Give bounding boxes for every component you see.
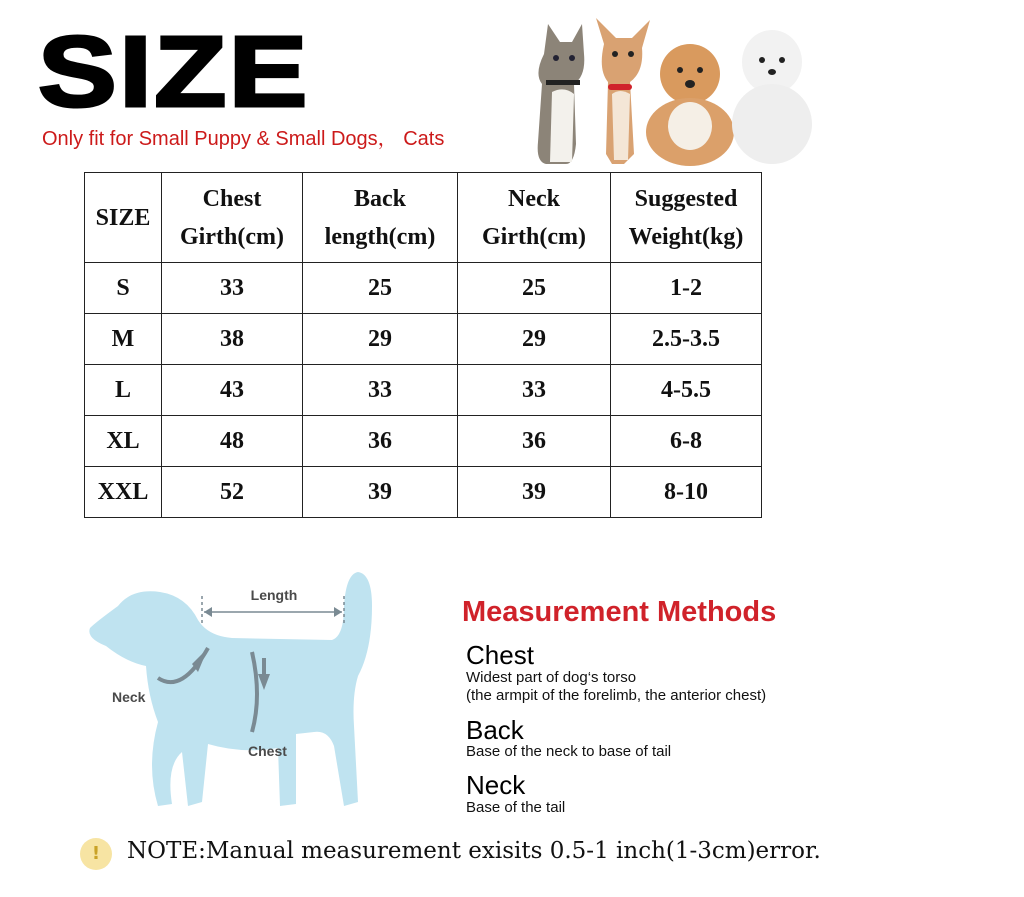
header-chest-line1: Chest: [202, 185, 262, 212]
dog-measurement-diagram: [82, 566, 402, 826]
cell-neck: 39: [458, 467, 611, 518]
header-neck-line1: Neck: [508, 185, 560, 212]
cell-weight: 4-5.5: [611, 365, 762, 416]
table-row: [85, 314, 762, 365]
back-description: Base of the neck to base of tail: [466, 743, 672, 760]
cell-chest: 52: [162, 467, 303, 518]
header-weight-line2: Weight(kg): [628, 223, 744, 250]
subtitle: Only fit for Small Puppy & Small Dogs， Cats: [42, 128, 445, 150]
back-heading: Back: [466, 715, 524, 745]
cell-chest: 33: [162, 263, 303, 314]
header-back-line1: Back: [353, 185, 406, 212]
cell-chest: 38: [162, 314, 303, 365]
table-header-row: [85, 173, 762, 263]
cell-weight: 8-10: [611, 467, 762, 518]
pets-photo: [522, 14, 818, 166]
cell-weight: 6-8: [611, 416, 762, 467]
cell-weight: 1-2: [611, 263, 762, 314]
cell-neck: 29: [458, 314, 611, 365]
table-row: [85, 467, 762, 518]
chihuahua-figure: [596, 18, 650, 164]
header-neck-line2: Girth(cm): [482, 223, 586, 250]
cell-neck: 36: [458, 416, 611, 467]
chest-label: Chest: [248, 743, 287, 759]
cell-size: XXL: [85, 467, 162, 518]
maltese-figure: [732, 30, 812, 164]
header-weight: [611, 173, 762, 263]
table-row: [85, 365, 762, 416]
table-row: [85, 416, 762, 467]
cell-neck: 25: [458, 263, 611, 314]
cell-back: 33: [303, 365, 458, 416]
header-back-line2: length(cm): [324, 223, 436, 250]
size-table: [84, 172, 762, 518]
cell-size: M: [85, 314, 162, 365]
header-size: [85, 173, 162, 263]
header-neck: [458, 173, 611, 263]
header-chest: [162, 173, 303, 263]
cell-size: L: [85, 365, 162, 416]
cell-chest: 48: [162, 416, 303, 467]
warning-icon: !: [80, 838, 112, 870]
length-label: Length: [250, 587, 298, 603]
poodle-figure: [646, 44, 734, 166]
length-arrow-left: [204, 607, 212, 617]
cell-back: 29: [303, 314, 458, 365]
measurement-title: Measurement Methods: [462, 596, 777, 628]
chest-description-2: (the armpit of the forelimb, the anterior chest): [466, 687, 767, 704]
cell-back: 39: [303, 467, 458, 518]
table-row: [85, 263, 762, 314]
note-text: NOTE:Manual measurement exisits 0.5-1 inch(1-3cm)error.: [127, 838, 821, 864]
cell-size: S: [85, 263, 162, 314]
header-weight-line1: Suggested: [634, 185, 738, 212]
cell-weight: 2.5-3.5: [611, 314, 762, 365]
cell-size: XL: [85, 416, 162, 467]
header-back: [303, 173, 458, 263]
chest-heading: Chest: [466, 640, 534, 670]
page-title: SIZE: [38, 16, 310, 128]
length-arrow-right: [334, 607, 342, 617]
cat-figure: [538, 24, 585, 164]
cell-back: 25: [303, 263, 458, 314]
neck-label: Neck: [112, 689, 146, 705]
cell-back: 36: [303, 416, 458, 467]
neck-heading: Neck: [466, 770, 526, 800]
header-chest-line2: Girth(cm): [180, 223, 284, 250]
cell-neck: 33: [458, 365, 611, 416]
cell-chest: 43: [162, 365, 303, 416]
chest-description-1: Widest part of dog‘s torso: [466, 669, 637, 686]
header-size-label: SIZE: [95, 204, 151, 231]
neck-description: Base of the tail: [466, 799, 566, 816]
